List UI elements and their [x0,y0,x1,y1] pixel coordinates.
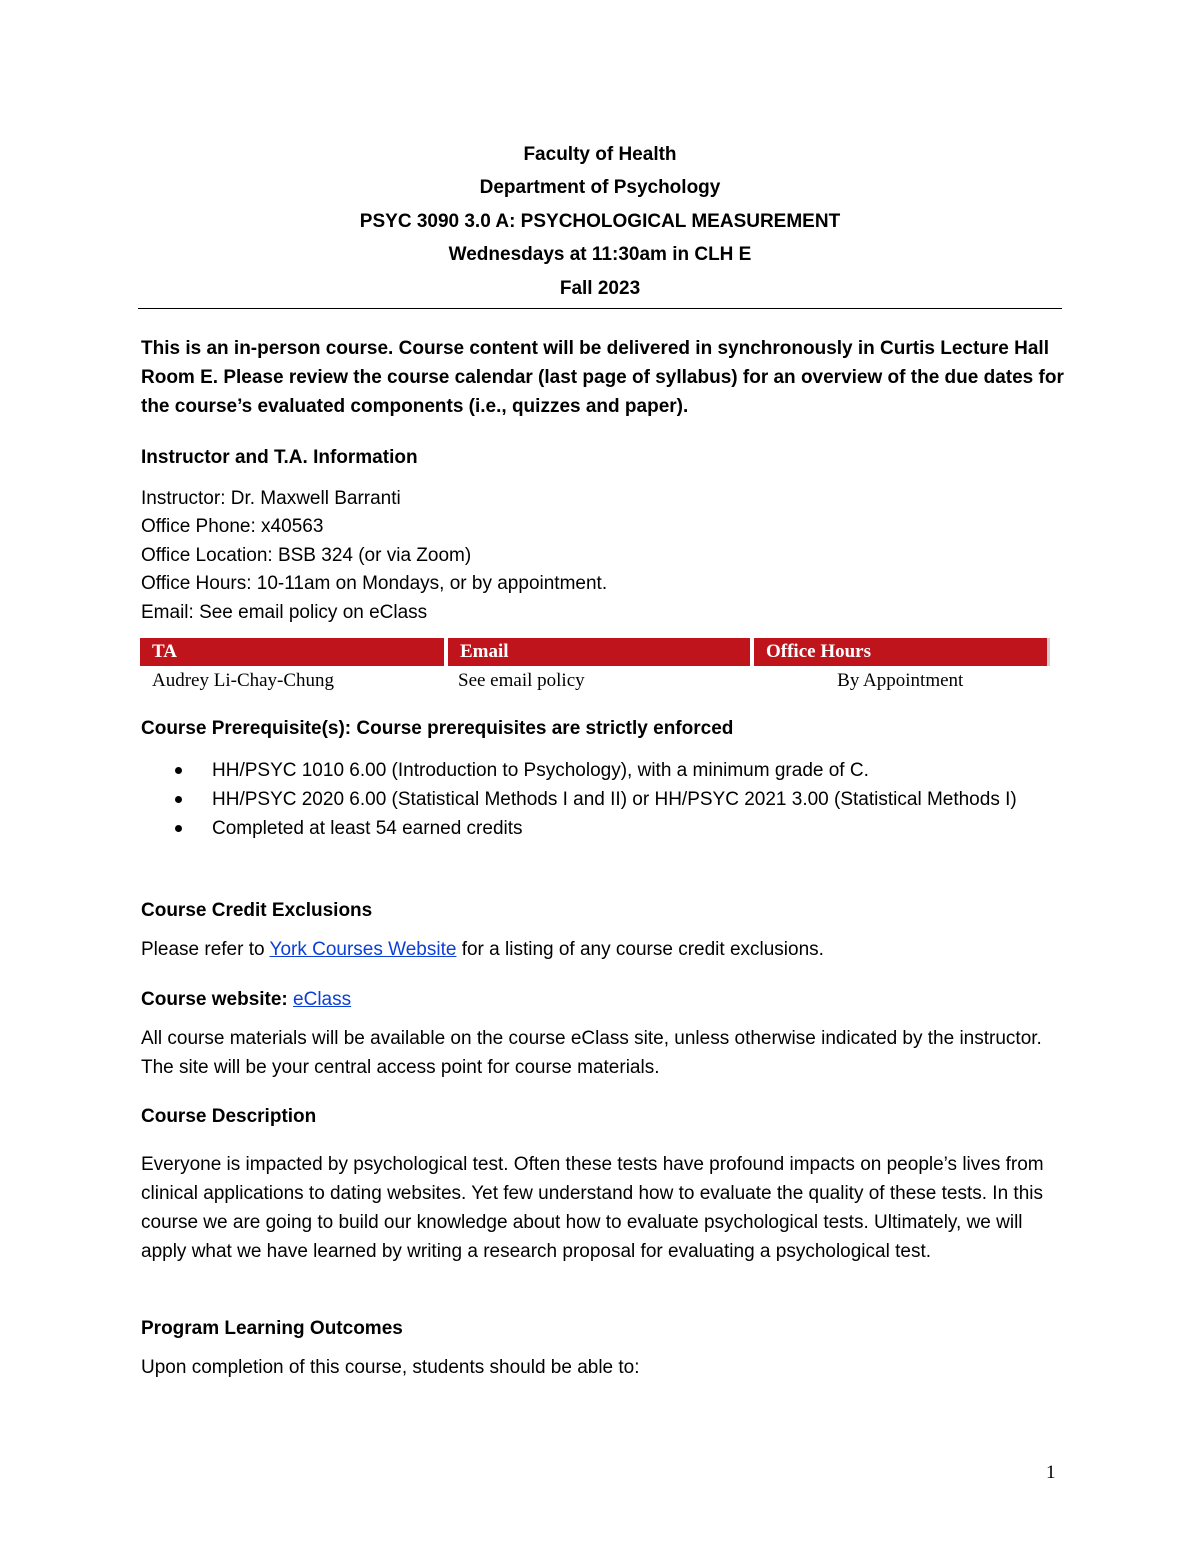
ta-email-cell: See email policy [458,670,585,691]
course-description: Everyone is impacted by psychological test. Often these tests have profound impacts on people’s lives from clinical applications to dating websites. Yet few understand how to evaluate the quality of these tests. In this course we are going to build our knowledge about how to evaluate psychological tests. Ultimately, we will apply what we have learned by writing a research proposal for evaluating a psychological test. [141,1154,1044,1262]
outcomes-intro: Upon completion of this course, students should be able to: [141,1357,640,1378]
bullet-icon [175,825,182,832]
ta-table-header-row [140,638,1049,666]
email-header: Email [446,638,752,666]
faculty-title: Faculty of Health [523,144,677,165]
list-item: HH/PSYC 2020 6.00 (Statistical Methods I and II) or HH/PSYC 2021 3.00 (Statistical Methods I) [141,785,1041,814]
email-line: Email: See email policy on eClass [141,602,428,623]
prerequisites-heading: Course Prerequisite(s): Course prerequisites are strictly enforced [141,718,734,739]
course-term: Fall 2023 [559,278,641,299]
department-title: Department of Psychology [479,177,721,198]
course-website-line [141,985,1066,1014]
bullet-icon [175,767,182,774]
outcomes-heading: Program Learning Outcomes [141,1318,403,1339]
description-heading: Course Description [141,1106,317,1127]
office-hours-header: Office Hours [752,638,1049,666]
office-location: Office Location: BSB 324 (or via Zoom) [141,545,472,566]
list-item: Completed at least 54 earned credits [141,814,1041,843]
header-divider [138,308,1062,309]
eclass-link[interactable]: eClass [293,989,352,1010]
ta-header: TA [140,638,446,666]
ta-hours-cell: By Appointment [837,670,964,691]
ta-table [140,638,1050,696]
ta-name-cell: Audrey Li-Chay-Chung [152,670,335,691]
exclusions-heading: Course Credit Exclusions [141,900,373,921]
york-courses-link[interactable]: York Courses Website [269,939,457,960]
instructor-heading: Instructor and T.A. Information [141,447,418,468]
course-schedule: Wednesdays at 11:30am in CLH E [448,244,752,265]
website-description: All course materials will be available on the course eClass site, unless otherwise indicated by the instructor. The site will be your central access point for course materials. [141,1028,1042,1078]
page-number: 1 [1046,1462,1056,1483]
table-row [140,666,1049,696]
exclusions-text: Please refer to York Courses Website for a listing of any course credit exclusions. [141,939,824,960]
course-website-label: Course website: [141,989,294,1010]
course-title: PSYC 3090 3.0 A: PSYCHOLOGICAL MEASUREMENT [359,211,841,232]
instructor-name: Instructor: Dr. Maxwell Barranti [141,488,401,509]
office-hours: Office Hours: 10-11am on Mondays, or by appointment. [141,573,608,594]
list-item: HH/PSYC 1010 6.00 (Introduction to Psychology), with a minimum grade of C. [141,756,1041,785]
bullet-icon [175,796,182,803]
intro-paragraph: This is an in-person course. Course content will be delivered in synchronously in Curtis Lecture Hall Room E. Please review the course calendar (last page of syllabus) for an overview of the due dates for the course’s evaluated components (i.e., quizzes and paper). [141,338,1064,417]
office-phone: Office Phone: x40563 [141,516,324,537]
prerequisites-list [141,756,1041,843]
